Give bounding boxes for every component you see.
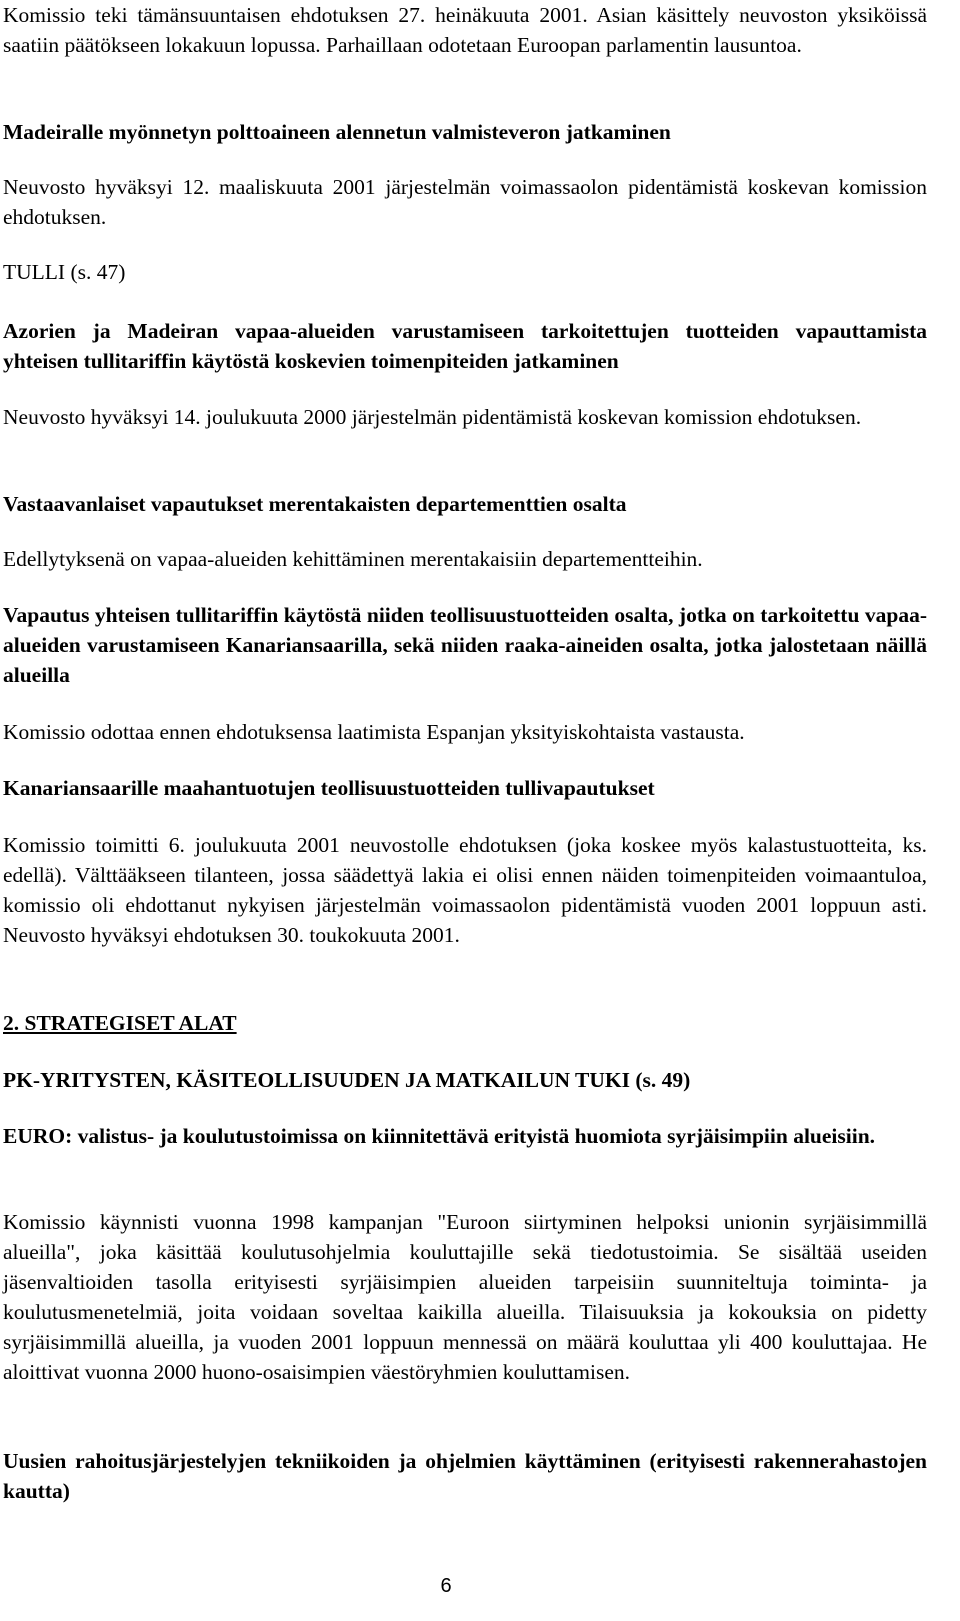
heading-sme-crafts-tourism: PK-YRITYSTEN, KÄSITEOLLISUUDEN JA MATKAILUN TUKI (s. 49) bbox=[3, 1068, 691, 1092]
page-number: 6 bbox=[440, 1575, 452, 1597]
paragraph-commission-december-2001: Komissio toimitti 6. joulukuuta 2001 neuvostolle ehdotuksen (joka koskee myös kalastustuotteita, ks. edellä). Välttääkseen tilanteen, jossa säädettyä lakia ei olisi ennen näiden toimenpiteiden voimaantuloa, komissio oli ehdottanut nykyisen järjestelmän voimassaolon pidentämistä vuoden 2001 loppuun asti. Neuvosto hyväksyi ehdotuksen 30. toukokuuta 2001. bbox=[3, 833, 927, 947]
paragraph-proposal-july-2001: Komissio teki tämänsuuntaisen ehdotuksen 27. heinäkuuta 2001. Asian käsittely neuvoston yksiköissä saatiin päätökseen lokakuun lopussa. Parhaillaan odotetaan Euroopan parlamentin lausuntoa. bbox=[3, 3, 927, 57]
heading-madeira-fuel-excise: Madeiralle myönnetyn polttoaineen alennetun valmisteveron jatkaminen bbox=[3, 120, 671, 144]
heading-canary-islands-tariff-exemption: Vapautus yhteisen tullitariffin käytöstä niiden teollisuustuotteiden osalta, jotka on tarkoitettu vapaa-alueiden varustamiseen Kanariansaarilla, sekä niiden raaka-aineiden osalta, jotka jalostetaan näillä alueilla bbox=[3, 603, 927, 687]
heading-overseas-departments: Vastaavanlaiset vapautukset merentakaisten departementtien osalta bbox=[3, 492, 627, 516]
paragraph-free-zone-development: Edellytyksenä on vapaa-alueiden kehittäminen merentakaisiin departementteihin. bbox=[3, 547, 703, 571]
heading-azores-madeira-free-zones: Azorien ja Madeiran vapaa-alueiden varustamiseen tarkoitettujen tuotteiden vapauttamista yhteisen tullitariffin käytöstä koskevien toimenpiteiden jatkaminen bbox=[3, 319, 927, 373]
paragraph-council-march-2001: Neuvosto hyväksyi 12. maaliskuuta 2001 järjestelmän voimassaolon pidentämistä koskevan komission ehdotuksen. bbox=[3, 175, 927, 229]
paragraph-council-december-2000: Neuvosto hyväksyi 14. joulukuuta 2000 järjestelmän pidentämistä koskevan komission ehdotuksen. bbox=[3, 405, 862, 429]
section-label-customs: TULLI (s. 47) bbox=[3, 260, 126, 284]
paragraph-spain-reply: Komissio odottaa ennen ehdotuksensa laatimista Espanjan yksityiskohtaista vastausta. bbox=[3, 720, 745, 744]
chapter-strategic-areas: 2. STRATEGISET ALAT bbox=[3, 1011, 237, 1035]
heading-canary-islands-customs-exemptions: Kanariansaarille maahantuotujen teollisuustuotteiden tullivapautukset bbox=[3, 776, 655, 800]
heading-new-financing-arrangements: Uusien rahoitusjärjestelyjen tekniikoiden ja ohjelmien käyttäminen (erityisesti rakennerahastojen kautta) bbox=[3, 1449, 927, 1503]
paragraph-euro-campaign-1998: Komissio käynnisti vuonna 1998 kampanjan "Euroon siirtyminen helpoksi unionin syrjäisimmillä alueilla", joka käsittää koulutusohjelmia kouluttajille sekä tiedotustoimia. Se sisältää useiden jäsenvaltioiden tasolla erityisesti syrjäisimpien alueiden tarpeisiin suunniteltuja toiminta- ja koulutusmenetelmiä, joita voidaan soveltaa kaikilla alueilla. Tilaisuuksia ja kokouksia on pidetty syrjäisimmillä alueilla, ja vuoden 2001 loppuun mennessä on määrä kouluttaa yli 400 kouluttajaa. He aloittivat vuonna 2000 huono-osaisimpien väestöryhmien kouluttamisen. bbox=[3, 1210, 927, 1384]
heading-euro-information: EURO: valistus- ja koulutustoimissa on kiinnitettävä erityistä huomiota syrjäisimpiin alueisiin. bbox=[3, 1124, 876, 1148]
